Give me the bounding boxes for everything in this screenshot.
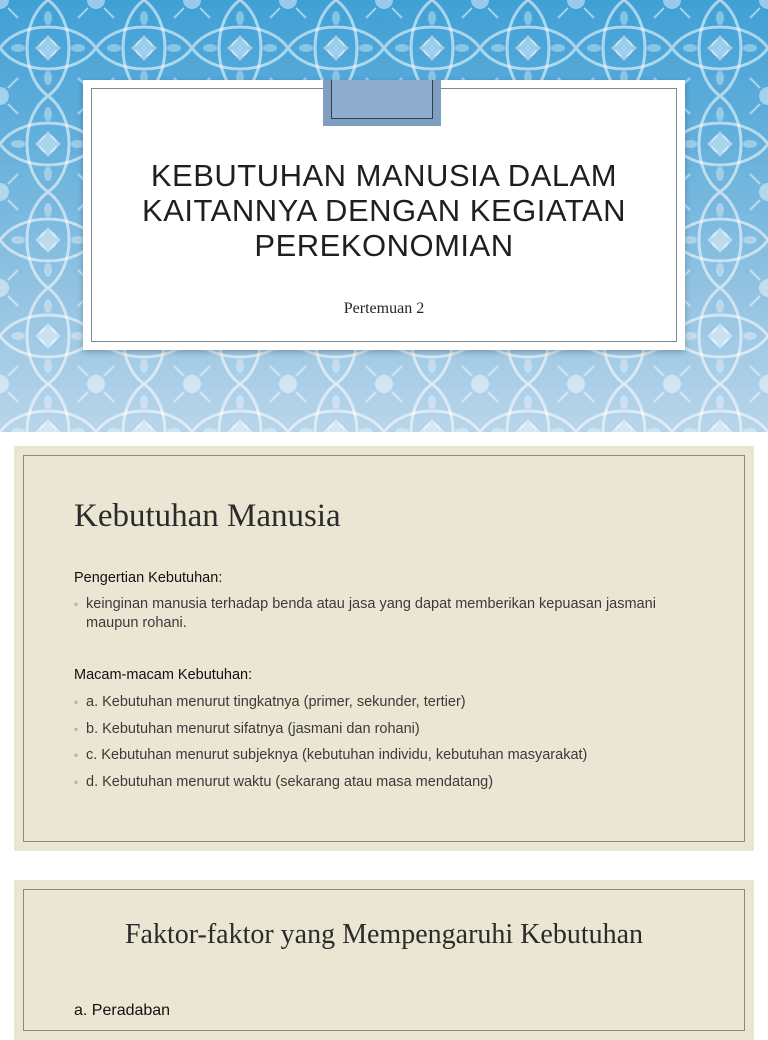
bullet-icon: ◦: [74, 775, 79, 789]
bullet-icon: ◦: [74, 597, 79, 611]
bullet-icon: ◦: [74, 695, 79, 709]
list-item: ◦ b. Kebutuhan menurut sifatnya (jasmani dan rohani): [74, 721, 420, 737]
list-item: a. Peradaban: [74, 1002, 171, 1019]
title-card: [83, 80, 685, 350]
list-item: ◦ keinginan manusia terhadap benda atau jasa yang dapat memberikan kepuasan jasmani maupun rohani.: [74, 596, 656, 631]
slide-kebutuhan-manusia: [14, 446, 754, 851]
list-item: ◦ c. Kebutuhan menurut subjeknya (kebutuhan individu, kebutuhan masyarakat): [74, 747, 588, 763]
types-label: Macam-macam Kebutuhan:: [74, 667, 253, 683]
slide-faktor-kebutuhan: [14, 880, 754, 1040]
bullet-icon: ◦: [74, 748, 79, 762]
definition-label: Pengertian Kebutuhan:: [74, 570, 223, 586]
title-accent-tab: [323, 80, 441, 126]
list-item: ◦ a. Kebutuhan menurut tingkatnya (primer, sekunder, tertier): [74, 694, 466, 710]
title-slide: [0, 0, 768, 432]
bullet-icon: ◦: [74, 722, 79, 736]
slide-heading: Faktor-faktor yang Mempengaruhi Kebutuhan: [124, 919, 644, 950]
presentation-subtitle: Pertemuan 2: [343, 300, 425, 317]
slide-heading: Kebutuhan Manusia: [74, 498, 341, 534]
presentation-title: KEBUTUHAN MANUSIA DALAM KAITANNYA DENGAN KEGIATAN PEREKONOMIAN: [142, 158, 626, 263]
list-item: ◦ d. Kebutuhan menurut waktu (sekarang atau masa mendatang): [74, 774, 494, 790]
